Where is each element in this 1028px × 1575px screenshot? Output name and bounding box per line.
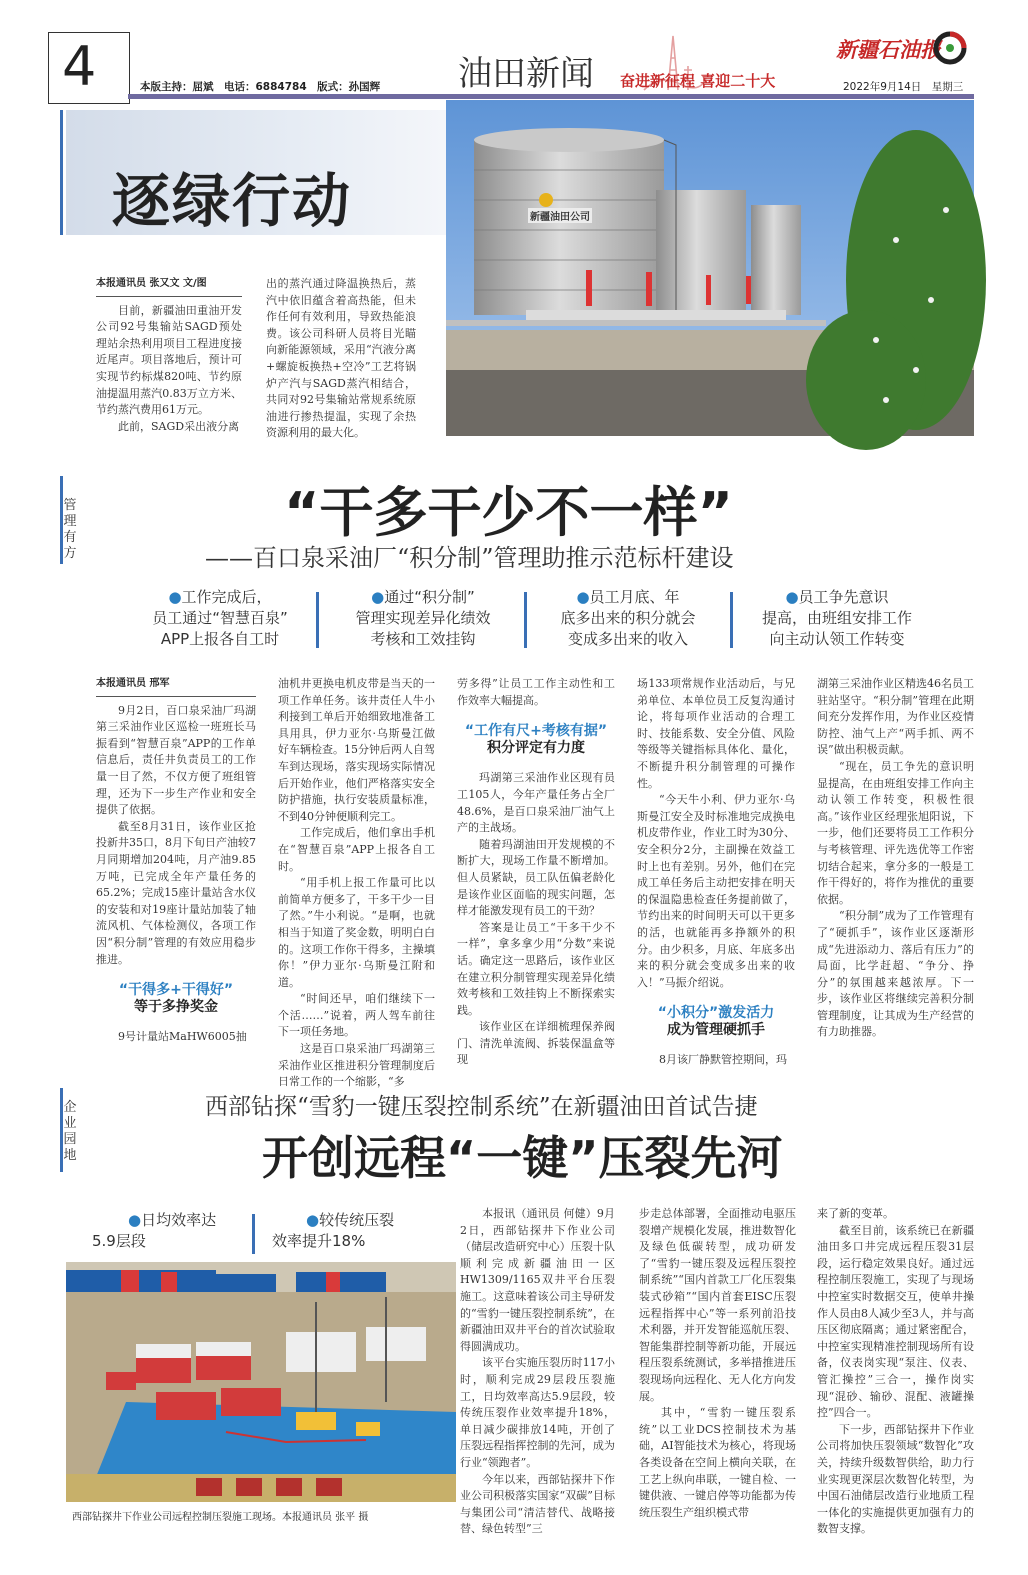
story1-para2: 此前，SAGD采出液分离 xyxy=(118,419,240,433)
story2-headline: “干多干少不一样” xyxy=(284,481,733,544)
story2-subhead-2: “工作有尺+考核有据” 积分评定有力度 xyxy=(464,723,608,756)
bullet-divider xyxy=(316,592,319,648)
bullet-dot-icon: ● xyxy=(306,1211,320,1229)
sidebar-label-management: 管理有方 xyxy=(63,498,77,561)
bullet-3: ●员工月底、年 底多出来的积分就会 变成多出来的收入 xyxy=(560,588,696,648)
page-number: 4 xyxy=(62,35,97,98)
story1-left-bar xyxy=(60,110,63,235)
story1-para1: 目前，新疆油田重油开发公司92号集输站SAGD预处理站余热利用项目工程进度接近尾声。项目落地后，预计可实现节约标煤820吨、节约原油提温用蒸汽0.83万立方米、节约蒸汽费用61万元。 xyxy=(96,303,242,417)
bullet-4: ●员工争先意识 提高，由班组安排工作 向主动认领工作转变 xyxy=(761,588,912,648)
fracturing-site-photo xyxy=(66,1262,456,1502)
story2-col1: 本报通讯员 邢军 9月2日，百口泉采油厂玛湖第三采油作业区巡检一班班长马振看到“智慧百泉”APP的工作单信息后，责任井负责员工的工作量一目了然，不仅方便了班组管理，还为下一步生产作业和安全提供了依据。 截至8月31日，该作业区抢投新井35口，8月下旬日产油较7月同期增加204吨，月产油9.85万吨，已完成全年产量任务的65.2%；完成15座计量站含水仪的安装和对19座计量站加装了轴流风机、气体检测仪，各项工作因“积分制”管理的有效应用稳步推进。 “干得多+干得好” 等于多挣奖金 9号计量站MaHW6005抽 xyxy=(96,678,256,1044)
logo-text: 新疆石油报 xyxy=(836,38,941,62)
sidebar-label-enterprise: 企业园地 xyxy=(63,1100,77,1163)
bullet-divider xyxy=(252,1214,255,1254)
story3-bullet-2: ●较传统压裂 效率提升18% xyxy=(272,1211,395,1250)
story3-kicker: 西部钻探“雪豹一键压裂控制系统”在新疆油田首试告捷 xyxy=(205,1094,758,1120)
bullet-dot-icon: ● xyxy=(128,1211,142,1229)
story1-byline: 本报通讯员 张又文 文/图 xyxy=(96,276,242,297)
issue-date: 2022年9月14日 星期三 xyxy=(843,81,964,93)
bullet-dot-icon: ● xyxy=(168,588,182,606)
story1-col1 xyxy=(96,276,242,435)
story2-byline: 本报通讯员 邢军 xyxy=(96,676,256,697)
story1-para3: 出的蒸汽通过降温换热后，蒸汽中依旧蕴含着高热能，但未作任何有效利用，导致热能浪费。该公司科研人员将目光瞄向新能源领域，采用“汽液分离+螺旋板换热+空冷”工艺将锅炉产汽与SAGD蒸汽相结合，共同对92号集输站常规系统原油进行掺热提温，实现了余热资源利用的最大化。 xyxy=(266,277,416,440)
header-rule xyxy=(128,94,974,99)
story1-col2 xyxy=(266,276,416,442)
story2-subheadline: ——百口泉采油厂“积分制”管理助推示范标杆建设 xyxy=(205,544,734,572)
story3-bullet-1: ●日均效率达 5.9层段 xyxy=(92,1211,217,1250)
bullet-divider xyxy=(730,592,733,648)
masthead-info: 本版主持：屈斌 电话：6884784 版式：孙国辉 xyxy=(140,81,381,93)
logo-icon xyxy=(930,28,970,68)
bullet-1: ●工作完成后， 员工通过“智慧百泉” APP上报各自工时 xyxy=(152,588,288,648)
story3-col3: 来了新的变革。 截至目前，该系统已在新疆油田多口井完成远程压裂31层段，运行稳定效果良好。通过远程控制压裂施工，实现了与现场中控室实时数据交互，使单井操作人员由8人减少至3人，并与高压区彻底隔离；通过紧密配合，中控室实现精准控制现场所有设备，仪表岗实现“泵注、仪表、管汇操控”三合一，操作岗实现“混砂、输砂、混配、液罐操控”四合一。 下一步，西部钻探井下作业公司将加快压裂领域“数智化”攻关，持续升级数智供给，助力行业实现更深层次数智化转型，为中国石油储层改造行业地质工程一体化的实施提供更加强有力的数智支撑。 xyxy=(817,1207,974,1536)
story2-col2: 油机井更换电机皮带是当天的一项工作单任务。该井责任人牛小利接到工单后开始细致地准备工具用具，伊力亚尔·乌斯曼江做好车辆检查。15分钟后两人自驾车到达现场，落实现场实际情况后开始作业，他们严格落实安全防护措施，执行安装质量标准，不到40分钟便顺利完工。 工作完成后，他们拿出手机在“智慧百泉”APP上报各自工时。 “用手机上报工作量可比以前简单方便多了，干多干少一目了然。”牛小利说。“是啊，也就相当于知道了奖金数，明明白白的。这项工作你干得多，主操填你！”伊力亚尔·乌斯曼江附和道。 “时间还早，咱们继续下一个活……”说着，两人驾车前往下一项任务地。 这是百口泉采油厂玛湖第三采油作业区推进积分管理制度后日常工作的一个缩影，“多 xyxy=(278,677,435,1089)
bullet-2: ●通过“积分制” 管理实现差异化绩效 考核和工效挂钩 xyxy=(355,588,491,648)
story2-subhead-1: “干得多+干得好” 等于多挣奖金 xyxy=(118,982,234,1015)
section-title: 油田新闻 xyxy=(458,54,594,94)
storage-tanks-photo xyxy=(446,100,974,436)
story2-col5: 湖第三采油作业区精选46名员工驻站坚守。“积分制”管理在此期间充分发挥作用，为作业区疫情防控、油气上产“两手抓、两不误”做出积极贡献。 “现在，员工争先的意识明显提高，在由班组安排工作向主动认领工作转变，积极性很高。”该作业区经理张旭阳说，下一步，他们还要将员工工作积分与考核管理、评先选优等工作密切结合起来，拿分多的一般是工作干得好的，将作为推优的重要依据。 “积分制”成为了工作管理有了“硬抓手”，该作业区逐渐形成“先进添动力、落后有压力”的局面，比学赶超、“争分、挣分”的氛围越来越浓厚。下一步，该作业区将继续完善积分制管理制度，让其成为生产经营的有力助推器。 xyxy=(817,677,974,1039)
slogan: 奋进新征程 喜迎二十大 xyxy=(620,72,776,90)
story3-headline: 开创远程“一键”压裂先河 xyxy=(262,1131,783,1185)
bullet-dot-icon: ● xyxy=(371,588,385,606)
bullet-dot-icon: ● xyxy=(785,588,799,606)
story3-col2: 步走总体部署，全面推动电驱压裂增产规模化发展，推进数智化及绿色低碳转型，成功研发了“雪豹一键压裂及远程压裂控制系统”“国内首款工厂化压裂集装式砂箱”“国内首套EISC压裂远程指挥中心”等一系列前沿技术利器，并开发智能巡航压裂、智能集群控制等新功能，开展远程压裂系统测试，多举措推进压裂现场向远程化、无人化方向发展。 其中，“雪豹一键压裂系统”以工业DCS控制技术为基础，AI智能技术为核心，将现场各类设备在空间上横向关联，在工艺上纵向串联，一键自检、一键供液、一键启停等功能都为传统压裂生产组织模式带 xyxy=(639,1207,796,1519)
story2-col3: 劳多得”让员工工作主动性和工作效率大幅提高。 “工作有尺+考核有据” 积分评定有力度 玛湖第三采油作业区现有员工105人，今年产量任务占全厂48.6%，是百口泉采油厂油气上产的主战场。 随着玛湖油田开发规模的不断扩大，现场工作量不断增加。但人员紧缺，员工队伍偏老龄化是该作业区面临的现实问题，怎样才能激发现有员工的干劲？ 答案是让员工“干多干少不一样”，拿多拿少用“分数”来说话。确定这一思路后，该作业区在建立积分制管理实现差异化绩效考核和工效挂钩上不断探索实践。 该作业区在详细梳理保养阀门、清洗单流阀、拆装保温盒等现 xyxy=(457,677,615,1067)
bullet-dot-icon: ● xyxy=(576,588,590,606)
story1-title: 逐绿行动 xyxy=(112,167,353,235)
story3-col1: 本报讯（通讯员 何健）9月2日，西部钻探井下作业公司（储层改造研究中心）压裂十队顺利完成新疆油田一区HW1309/1165双井平台压裂施工。这意味着该公司主导研发的“雪豹一键压裂控制系统”，在新疆油田双井平台的首次试验取得圆满成功。 该平台实施压裂历时117小时，顺利完成29层段压裂施工，日均效率高达5.9层段，较传统压裂作业效率提升18%，单日减少碳排放14吨，开创了压裂远程指挥控制的先河，成为行业“领跑者”。 今年以来，西部钻探井下作业公司积极落实国家“双碳”目标与集团公司“清洁替代、战略接替、绿色转型”三 xyxy=(460,1207,615,1536)
tank-label: 新疆油田公司 xyxy=(528,208,592,223)
story2-col4: 场133项常规作业活动后，与兄弟单位、本单位员工反复沟通讨论，将每项作业活动的合理工时、技能系数、安全分值、风险等级等关键指标具体化、量化，不断提升积分制管理的可操作性。 “今天牛小利、伊力亚尔·乌斯曼江安全及时标准地完成换电机皮带作业，作业工时为30分、安全积分2分，主副操在效益工时上也有差别。另外，他们在完成工单任务后主动把安排在明天的保温隐患检查任务提前做了，节约出来的时间明天可以干更多的活，也就能再多挣额外的积分。由少积多，月底、年底多出来的积分就会变成多出来的收入！”马振介绍说。 “小积分”激发活力 成为管理硬抓手 8月该厂静默管控期间，玛 xyxy=(637,677,795,1067)
story2-subhead-3: “小积分”激发活力 成为管理硬抓手 xyxy=(657,1005,775,1038)
bullet-divider xyxy=(524,592,527,648)
photo-caption: 西部钻探井下作业公司远程控制压裂施工现场。本报通讯员 张平 摄 xyxy=(72,1512,369,1523)
